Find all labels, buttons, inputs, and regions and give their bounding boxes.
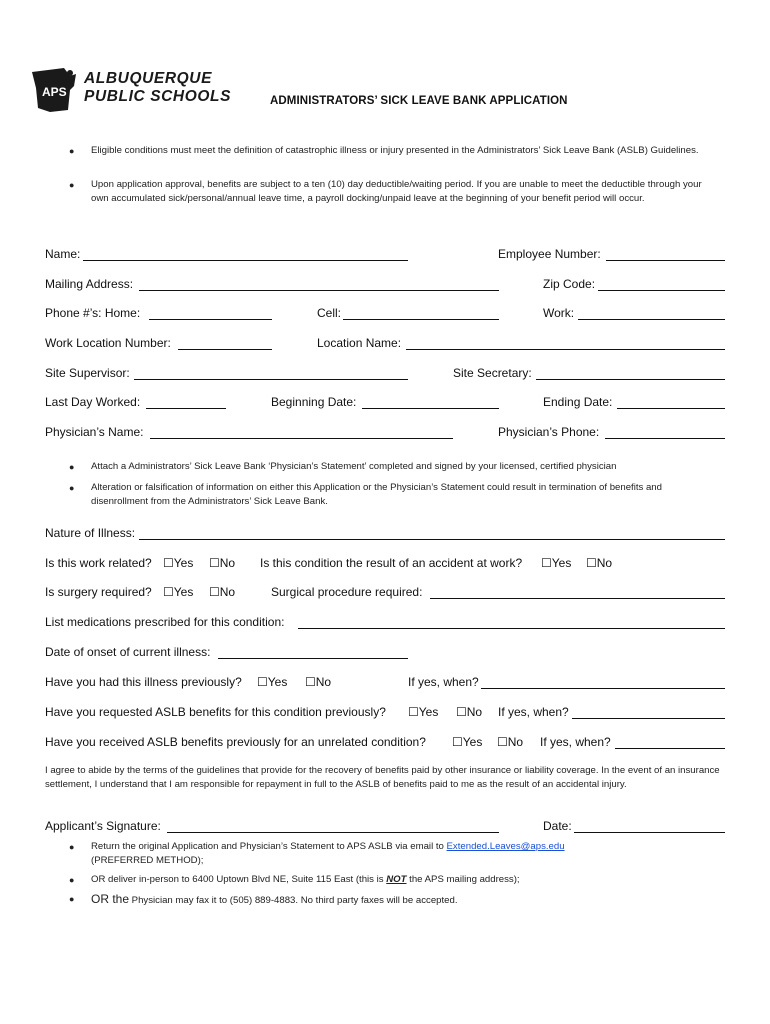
- applicant-signature-label: Applicant’s Signature:: [45, 819, 161, 833]
- physician-phone-field[interactable]: [605, 438, 725, 439]
- accident-yes-option[interactable]: [541, 555, 571, 571]
- nature-of-illness-label: Nature of Illness:: [45, 526, 136, 540]
- yes-label: Yes: [462, 735, 483, 749]
- checkbox-icon[interactable]: ☐: [305, 675, 316, 689]
- intro-bullet-1: [69, 144, 721, 158]
- preferred-method-text: (PREFERRED METHOD);: [91, 855, 204, 866]
- requested-yes-option[interactable]: [408, 704, 438, 720]
- ending-date-field[interactable]: [617, 408, 725, 409]
- work-location-number-label: Work Location Number:: [45, 336, 171, 350]
- medications-label: List medications prescribed for this condition:: [45, 615, 285, 629]
- bullet-icon: ●: [69, 894, 75, 904]
- beginning-date-field[interactable]: [362, 408, 499, 409]
- footer-bullet-email: [69, 840, 721, 868]
- checkbox-icon[interactable]: ☐: [209, 556, 220, 570]
- physician-name-label: Physician’s Name:: [45, 425, 144, 439]
- date-of-onset-label: Date of onset of current illness:: [45, 645, 211, 659]
- bullet-icon: ●: [69, 875, 75, 885]
- applicant-signature-field[interactable]: [167, 832, 499, 833]
- received-yes-option[interactable]: [452, 734, 482, 750]
- zip-code-label: Zip Code:: [543, 277, 596, 291]
- had-previously-label: Have you had this illness previously?: [45, 675, 242, 689]
- svg-text:APS: APS: [42, 85, 67, 99]
- yes-label: Yes: [551, 556, 572, 570]
- requested-when-field[interactable]: [572, 718, 725, 719]
- middle-bullet-1: [69, 460, 731, 474]
- surgery-yes-option[interactable]: [163, 584, 193, 600]
- work-phone-field[interactable]: [578, 319, 725, 320]
- received-when-field[interactable]: [615, 748, 725, 749]
- bullet-icon: ●: [69, 146, 75, 156]
- no-label: No: [507, 735, 524, 749]
- logo-line-1: ALBUQUERQUE: [84, 70, 213, 87]
- middle-bullet-2-text: Alteration or falsification of information on either this Application or the Physician’s Statement could result in termination of benefits and disenrollment from the Administrators’ Sick Leave Bank.: [91, 482, 662, 507]
- bullet-icon: ●: [69, 483, 75, 493]
- surgery-required-label: Is surgery required?: [45, 585, 152, 599]
- cell-label: Cell:: [317, 306, 342, 320]
- checkbox-icon[interactable]: ☐: [163, 556, 174, 570]
- had-previously-no-option[interactable]: [305, 674, 331, 690]
- page-title: ADMINISTRATORS’ SICK LEAVE BANK APPLICATION: [270, 95, 568, 107]
- no-label: No: [466, 705, 483, 719]
- zip-code-field[interactable]: [598, 290, 725, 291]
- logo-line-2: PUBLIC SCHOOLS: [84, 88, 232, 105]
- phone-home-label: Phone #’s: Home:: [45, 306, 141, 320]
- signature-date-label: Date:: [543, 819, 572, 833]
- no-label: No: [596, 556, 613, 570]
- checkbox-icon[interactable]: ☐: [586, 556, 597, 570]
- work-label: Work:: [543, 306, 575, 320]
- logo-wordmark: [84, 70, 231, 106]
- had-previously-yes-option[interactable]: [257, 674, 287, 690]
- surgery-no-option[interactable]: [209, 584, 235, 600]
- not-emphasis: NOT: [386, 874, 407, 885]
- no-label: No: [315, 675, 332, 689]
- no-label: No: [219, 585, 236, 599]
- footer-bullet-in-person: [69, 873, 721, 887]
- employee-number-label: Employee Number:: [498, 247, 601, 261]
- received-no-option[interactable]: [497, 734, 523, 750]
- medications-field[interactable]: [298, 628, 725, 629]
- yes-label: Yes: [173, 556, 194, 570]
- requested-when-label: If yes, when?: [498, 705, 569, 719]
- last-day-worked-field[interactable]: [146, 408, 226, 409]
- checkbox-icon[interactable]: ☐: [541, 556, 552, 570]
- site-secretary-field[interactable]: [536, 379, 725, 380]
- yes-label: Yes: [173, 585, 194, 599]
- checkbox-icon[interactable]: ☐: [209, 585, 220, 599]
- location-name-label: Location Name:: [317, 336, 402, 350]
- nature-of-illness-field[interactable]: [139, 539, 725, 540]
- last-day-worked-label: Last Day Worked:: [45, 395, 141, 409]
- fax-text: Physician may fax it to (505) 889-4883. No third party faxes will be accepted.: [129, 895, 458, 906]
- name-label: Name:: [45, 247, 81, 261]
- work-related-no-option[interactable]: [209, 555, 235, 571]
- intro-bullet-2-text: Upon application approval, benefits are subject to a ten (10) day deductible/waiting period. If you are unable to meet the deductible through your own accumulated sick/personal/annual leave time, a payroll docking/unpaid leave at the beginning of your benefit period will occur.: [91, 179, 702, 204]
- accident-no-option[interactable]: [586, 555, 612, 571]
- beginning-date-label: Beginning Date:: [271, 395, 357, 409]
- site-secretary-label: Site Secretary:: [453, 366, 532, 380]
- location-name-field[interactable]: [406, 349, 725, 350]
- intro-bullet-1-text: Eligible conditions must meet the definition of catastrophic illness or injury presented in the Administrators’ Sick Leave Bank (ASLB) Guidelines.: [91, 145, 699, 156]
- in-person-text: OR deliver in-person to 6400 Uptown Blvd NE, Suite 115 East (this is: [91, 874, 387, 885]
- footer-bullet-fax: [69, 892, 721, 908]
- middle-bullet-1-text: Attach a Administrators’ Sick Leave Bank ‘Physician’s Statement’ completed and signed by your licensed, certified physician: [91, 461, 617, 472]
- checkbox-icon[interactable]: ☐: [408, 705, 419, 719]
- received-when-label: If yes, when?: [540, 735, 611, 749]
- cell-field[interactable]: [343, 319, 499, 320]
- checkbox-icon[interactable]: ☐: [452, 735, 463, 749]
- requested-previously-label: Have you requested ASLB benefits for this condition previously?: [45, 705, 386, 719]
- checkbox-icon[interactable]: ☐: [497, 735, 508, 749]
- work-related-label: Is this work related?: [45, 556, 152, 570]
- ending-date-label: Ending Date:: [543, 395, 613, 409]
- email-link[interactable]: Extended.Leaves@aps.edu: [446, 841, 565, 852]
- yes-label: Yes: [418, 705, 439, 719]
- work-location-number-field[interactable]: [178, 349, 272, 350]
- mailing-address-label: Mailing Address:: [45, 277, 134, 291]
- requested-no-option[interactable]: [456, 704, 482, 720]
- bullet-icon: ●: [69, 462, 75, 472]
- physician-phone-label: Physician’s Phone:: [498, 425, 600, 439]
- had-previously-when-label: If yes, when?: [408, 675, 479, 689]
- in-person-suffix: the APS mailing address);: [406, 874, 520, 885]
- name-field[interactable]: [83, 260, 408, 261]
- signature-date-field[interactable]: [574, 832, 725, 833]
- site-supervisor-field[interactable]: [134, 379, 408, 380]
- mailing-address-field[interactable]: [139, 290, 499, 291]
- employee-number-field[interactable]: [606, 260, 725, 261]
- yes-label: Yes: [267, 675, 288, 689]
- no-label: No: [219, 556, 236, 570]
- intro-bullet-2: [69, 178, 721, 206]
- received-previously-label: Have you received ASLB benefits previously for an unrelated condition?: [45, 735, 426, 749]
- checkbox-icon[interactable]: ☐: [163, 585, 174, 599]
- accident-at-work-label: Is this condition the result of an accident at work?: [260, 556, 523, 570]
- email-instruction-text: Return the original Application and Physician’s Statement to APS ASLB via email to: [91, 841, 447, 852]
- bullet-icon: ●: [69, 180, 75, 190]
- phone-home-field[interactable]: [149, 319, 272, 320]
- had-previously-when-field[interactable]: [481, 688, 725, 689]
- surgical-procedure-field[interactable]: [430, 598, 725, 599]
- date-of-onset-field[interactable]: [218, 658, 408, 659]
- surgical-procedure-label: Surgical procedure required:: [271, 585, 423, 599]
- or-the-text: OR the: [91, 892, 130, 906]
- agreement-paragraph: I agree to abide by the terms of the guidelines that provide for the recovery of benefits paid by other insurance or liability coverage. In the event of an insurance settlement, I understand that I am responsible for repayment in full to the ASLB of benefits paid to me as the result of an accidental injury.: [45, 765, 720, 790]
- middle-bullet-2: [69, 481, 721, 509]
- checkbox-icon[interactable]: ☐: [257, 675, 268, 689]
- checkbox-icon[interactable]: ☐: [456, 705, 467, 719]
- site-supervisor-label: Site Supervisor:: [45, 366, 130, 380]
- physician-name-field[interactable]: [150, 438, 453, 439]
- aps-logo: [30, 66, 80, 114]
- bullet-icon: ●: [69, 842, 75, 852]
- work-related-yes-option[interactable]: [163, 555, 193, 571]
